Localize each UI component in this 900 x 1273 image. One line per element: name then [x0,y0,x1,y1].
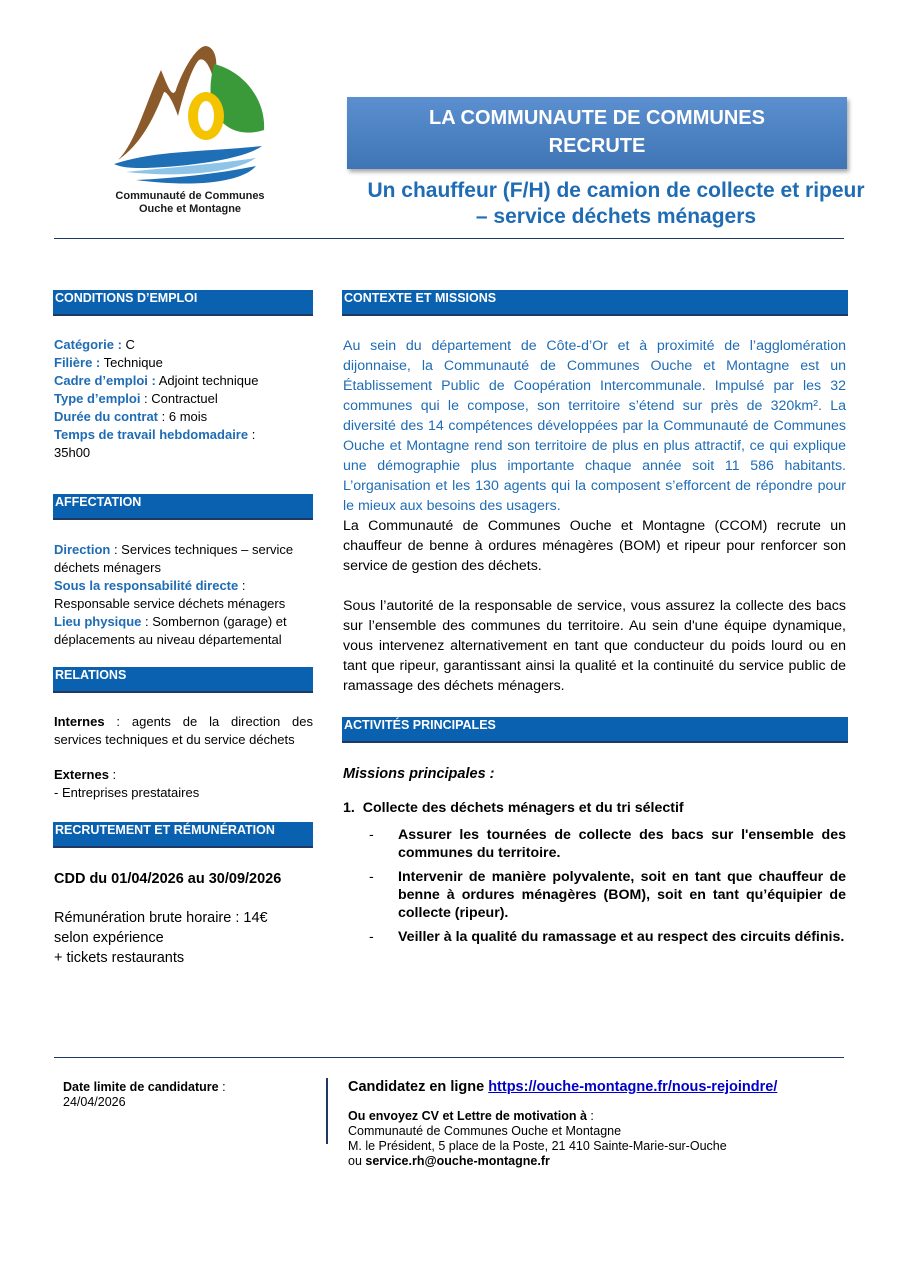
deadline: Date limite de candidature : 24/04/2026 [63,1080,226,1109]
affectation-section: Direction : Services techniques – service déchets ménagers Sous la responsabilité directe : Responsable service déchets ménagers Lieu physique : Sombernon (garage) et déplacements au niveau départemental [54,542,294,647]
context-paragraph: Au sein du département de Côte-d’Or et à proximité de l’agglomération dijonnaise, la Communauté de Communes Ouche et Montagne est un Établissement Public de Coopération Intercommunale. Impulsé par les 32 communes qui le compose, son territoire s’étend sur près de 320km². La diversité des 14 compétences développées par la Communauté de Communes Ouche et Montagne rend son territoire de plus en plus attractif, ce qui explique une démographie plus importante chaque année soit 11 586 habitants. L’organisation et les 130 agents qui la composent s’efforcent de répondre pour le mieux aux besoins des usagers. [343,338,846,514]
affectation-header: AFFECTATION [53,494,313,520]
relations-header: RELATIONS [53,667,313,693]
mission-subitem: - Assurer les tournées de collecte des bacs sur l'ensemble des communes du territoire. [369,827,846,861]
activites-header: ACTIVITÉS PRINCIPALES [342,717,848,743]
contexte-section [343,336,846,696]
email-address[interactable]: service.rh@ouche-montagne.fr [365,1154,550,1168]
mission-paragraph: Sous l’autorité de la responsable de service, vous assurez la collecte des bacs sur l’ensemble des communes du territoire. Au sein d'une équipe dynamique, vous intervenez alternativement en tant que conducteur du poids lourd ou en tant que ripeur, garantissant ainsi la qualité et la continuité du service public de ramassage des déchets ménagers. [343,598,846,694]
recrutement-header: RECRUTEMENT ET RÉMUNÉRATION [53,822,313,848]
recruit-paragraph: La Communauté de Communes Ouche et Montagne (CCOM) recrute un chauffeur de benne à ordures ménagères (BOM) et ripeur pour renforcer son service de gestion des déchets. [343,518,846,574]
logo-caption [90,190,290,216]
mission-subitem: - Intervenir de manière polyvalente, soit en tant que chauffeur de benne à ordures ménagères (BOM), soit en tant qu’équipier de collecte (ripeur). [369,869,846,921]
contexte-header: CONTEXTE ET MISSIONS [342,290,848,316]
activites-section: Missions principales : 1. Collecte des déchets ménagers et du tri sélectif - Assurer les tournées de collecte des bacs sur l'ensemble des communes du territoire. - Intervenir de manière polyvalente, soit en tant que chauffeur de benne à ordures ménagères (BOM), soit en tant qu’équipier de collecte (ripeur). - Veiller à la qualité du ramassage et au respect des circuits définis. [343,766,846,945]
logo-line2: Ouche et Montagne [138,203,242,215]
job-title: Un chauffeur (F/H) de camion de collecte et ripeur – service déchets ménagers [367,179,865,228]
mission-subitem: - Veiller à la qualité du ramassage et au respect des circuits définis. [369,929,845,945]
relations-section: Internes : agents de la direction des services techniques et du service déchets Externes : - Entreprises prestataires [54,714,313,800]
footer-separator [326,1078,328,1144]
banner-line1: LA COMMUNAUTE DE COMMUNES [429,107,765,129]
top-divider [54,238,844,239]
logo-line1: Communauté de Communes [115,190,265,202]
recruit-banner [347,97,847,169]
conditions-section: Catégorie : C Filière : Technique Cadre d’emploi : Adjoint technique Type d’emploi : Contractuel Durée du contrat : 6 mois Temps de travail hebdomadaire : 35h00 [54,337,259,460]
mission-item-1: 1. Collecte des déchets ménagers et du tri sélectif [343,800,684,816]
banner-line2: RECRUTE [548,135,646,157]
apply-online: Candidatez en ligne https://ouche-montagne.fr/nous-rejoindre/ [348,1079,778,1095]
bottom-divider [54,1057,844,1058]
apply-block: Candidatez en ligne https://ouche-montagne.fr/nous-rejoindre/ Ou envoyez CV et Lettre de motivation à : Communauté de Communes Ouche et Montagne M. le Président, 5 place de la Poste, 21 410 Sainte-Marie-sur-Ouche ou service.rh@ouche-montagne.fr [348,1080,868,1169]
recrutement-section: CDD du 01/04/2026 au 30/09/2026 Rémunération brute horaire : 14€ selon expérience + tickets restaurants [54,871,282,966]
conditions-header: CONDITIONS D’EMPLOI [53,290,313,316]
apply-link[interactable]: https://ouche-montagne.fr/nous-rejoindre/ [488,1079,778,1095]
